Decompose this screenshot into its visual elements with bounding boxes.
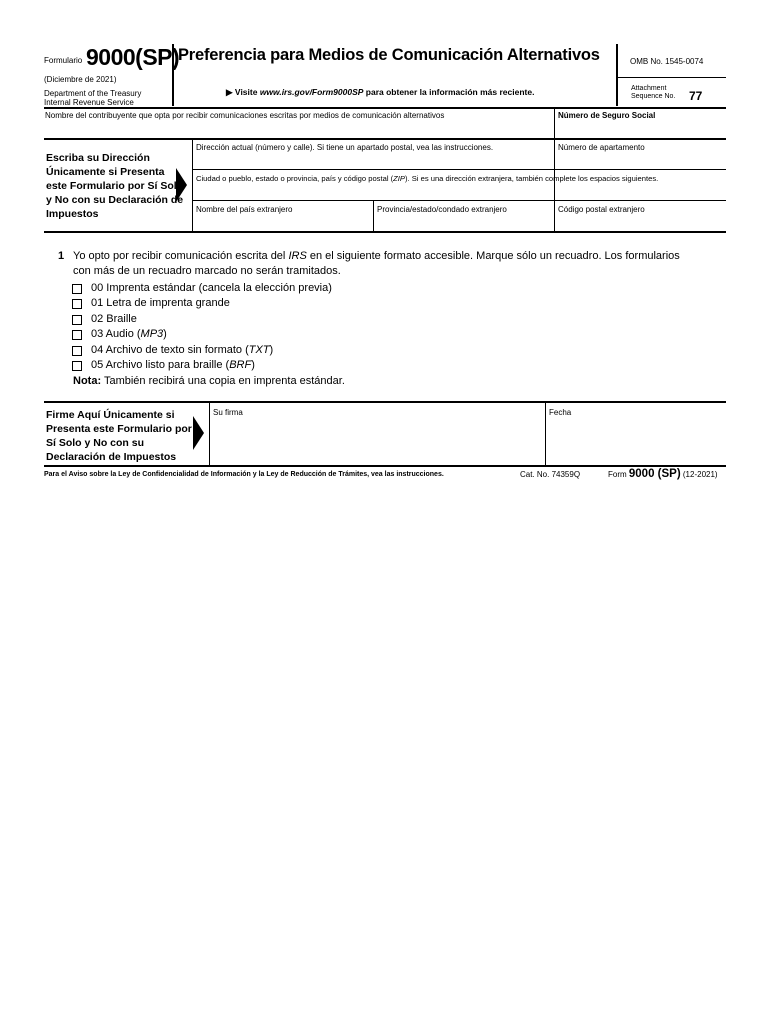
- attachment-sequence: Attachment Sequence No.: [631, 85, 676, 100]
- sequence-number: 77: [689, 89, 703, 103]
- footer-form-id: Form 9000 (SP) (12-2021): [608, 468, 718, 480]
- taxpayer-name-field[interactable]: [46, 120, 552, 138]
- line1-text: Yo opto por recibir comunicación escrita del IRS en el siguiente formato accesible. Marque sólo un recuadro. Los formularios: [73, 250, 680, 262]
- format-checkbox[interactable]: [72, 330, 82, 340]
- foreign-postal-label: Código postal extranjero: [558, 205, 645, 214]
- format-checkbox[interactable]: [72, 284, 82, 294]
- note: Nota: También recibirá una copia en imprenta estándar.: [73, 375, 345, 387]
- street-field[interactable]: [196, 152, 552, 168]
- address-side-label: Escriba su Dirección Únicamente si Presenta este Formulario por Sí Solo y No con su Declaración de Impuestos: [46, 152, 184, 220]
- format-checkbox[interactable]: [72, 361, 82, 371]
- privacy-notice: Para el Aviso sobre la Ley de Confidencialidad de Información y la Ley de Reducción de Trámites, vea las instrucciones.: [44, 471, 444, 478]
- department: Department of the Treasury Internal Revenue Service: [44, 89, 142, 107]
- ssn-label: Número de Seguro Social: [558, 111, 656, 120]
- foreign-postal-field[interactable]: [558, 214, 724, 229]
- catalog-number: Cat. No. 74359Q: [520, 470, 581, 479]
- city-label: Ciudad o pueblo, estado o provincia, país y código postal (ZIP). Si es una dirección extranjera, también complete los espacios siguientes.: [196, 174, 659, 183]
- signature-side-label: Firme Aquí Únicamente si Presenta este Formulario por Sí Solo y No con su Declaración de Impuestos: [46, 409, 192, 463]
- format-option-label: 05 Archivo listo para braille (BRF): [91, 359, 255, 371]
- foreign-country-field[interactable]: [196, 214, 370, 229]
- format-checkbox[interactable]: [72, 346, 82, 356]
- arrow-right-icon: [176, 168, 187, 202]
- format-option-label: 01 Letra de imprenta grande: [91, 297, 230, 309]
- form-date: (Diciembre de 2021): [44, 75, 117, 84]
- format-checkbox[interactable]: [72, 315, 82, 325]
- format-option-label: 04 Archivo de texto sin formato (TXT): [91, 344, 274, 356]
- format-checkbox[interactable]: [72, 299, 82, 309]
- format-option-label: 00 Imprenta estándar (cancela la elección previa): [91, 282, 332, 294]
- foreign-country-label: Nombre del país extranjero: [196, 205, 293, 214]
- ssn-field[interactable]: [558, 120, 724, 138]
- date-label: Fecha: [549, 408, 572, 417]
- line-number: 1: [58, 250, 65, 262]
- date-field[interactable]: [549, 420, 724, 462]
- form-title: Preferencia para Medios de Comunicación Alternativos: [178, 46, 600, 64]
- signature-field[interactable]: [213, 420, 543, 462]
- format-option-label: 03 Audio (MP3): [91, 328, 167, 340]
- form-prefix: Formulario: [44, 56, 83, 65]
- foreign-province-label: Provincia/estado/condado extranjero: [377, 205, 507, 214]
- signature-label: Su firma: [213, 408, 243, 417]
- visit-instruction: ▶ Visite www.irs.gov/Form9000SP para obtener la información más reciente.: [226, 87, 535, 97]
- arrow-right-icon: [193, 416, 204, 450]
- street-label: Dirección actual (número y calle). Si tiene un apartado postal, vea las instrucciones.: [196, 143, 494, 152]
- form-number: 9000(SP): [86, 44, 180, 70]
- line1-text-continued: con más de un recuadro marcado no serán tramitados.: [73, 265, 341, 277]
- foreign-province-field[interactable]: [377, 214, 551, 229]
- form-url[interactable]: www.irs.gov/Form9000SP: [259, 87, 364, 97]
- apartment-label: Número de apartamento: [558, 143, 645, 152]
- taxpayer-name-label: Nombre del contribuyente que opta por recibir comunicaciones escritas por medios de comunicación alternativos: [45, 111, 445, 120]
- omb-number: OMB No. 1545-0074: [630, 57, 704, 66]
- city-field[interactable]: [196, 184, 724, 199]
- apartment-field[interactable]: [558, 152, 724, 168]
- format-option-label: 02 Braille: [91, 313, 137, 325]
- arrow-right-icon: ▶: [226, 87, 233, 97]
